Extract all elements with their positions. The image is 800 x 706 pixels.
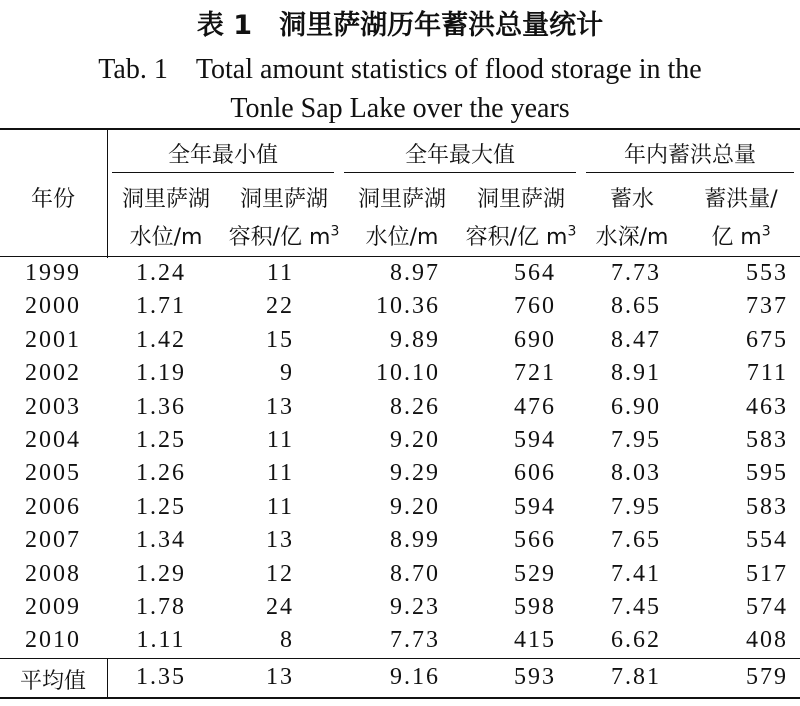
- table-title-cn: 表 1 洞里萨湖历年蓄洪总量统计: [196, 10, 604, 41]
- cell-depth: 7.95: [611, 493, 661, 520]
- cell-min-volume: 11: [266, 427, 294, 453]
- header-min-level-line1: 洞里萨湖: [121, 187, 210, 212]
- cell-min-level: 1.25: [136, 493, 186, 520]
- cell-min-volume: 22: [266, 293, 294, 320]
- cell-year: 2009: [25, 594, 81, 620]
- cell-flood-volume: 579: [746, 664, 788, 690]
- cell-min-level: 1.36: [136, 393, 186, 420]
- cell-depth: 8.47: [611, 326, 661, 353]
- cell-max-volume: 690: [514, 326, 556, 353]
- cell-flood-volume: 463: [746, 393, 788, 420]
- cell-depth: 8.91: [611, 360, 661, 387]
- cell-year: 2008: [25, 560, 81, 587]
- cell-year: 2003: [25, 393, 81, 420]
- cell-depth: 7.73: [611, 260, 661, 286]
- cell-depth: 7.41: [611, 560, 661, 587]
- table-top-rule: [0, 128, 800, 130]
- cell-max-level: 9.23: [390, 594, 440, 620]
- cell-depth: 6.62: [611, 627, 661, 654]
- cell-year: 2005: [25, 460, 81, 487]
- cell-max-volume: 593: [514, 664, 556, 690]
- cell-flood-volume: 517: [746, 560, 788, 587]
- cell-min-level: 1.11: [136, 627, 186, 654]
- header-flood-volume-line2: 亿 $m^3$: [711, 223, 771, 250]
- cell-min-level: 1.29: [136, 560, 186, 587]
- cell-max-volume: 415: [514, 627, 556, 654]
- cell-year: 2010: [25, 627, 81, 654]
- cell-max-volume: 606: [514, 460, 556, 487]
- table-title-en-line2: Tonle Sap Lake over the years: [230, 93, 570, 124]
- cell-max-level: 9.16: [390, 664, 440, 690]
- cell-min-level: 1.35: [136, 664, 186, 690]
- table-bottom-rule: [0, 697, 800, 699]
- header-depth-line1: 蓄水: [609, 187, 654, 212]
- cell-flood-volume: 737: [746, 293, 788, 320]
- cell-min-volume: 15: [266, 326, 294, 353]
- cell-year: 2001: [25, 326, 81, 353]
- cell-year: 1999: [25, 260, 81, 286]
- cell-min-volume: 24: [266, 594, 294, 620]
- cell-min-volume: 13: [266, 527, 294, 554]
- cell-max-level: 10.36: [376, 293, 440, 320]
- cell-depth: 7.45: [611, 594, 661, 620]
- cell-max-volume: 721: [514, 360, 556, 387]
- cell-depth: 7.81: [611, 664, 661, 690]
- table-title-en-line1: Tab. 1 Total amount statistics of flood storage in the: [98, 54, 702, 85]
- cell-max-volume: 529: [514, 560, 556, 587]
- header-group-max: 全年最大值: [404, 143, 515, 168]
- table-average-rule: [0, 658, 800, 659]
- cell-max-level: 7.73: [390, 627, 440, 654]
- header-depth-line2: 水深/m: [595, 225, 669, 250]
- cell-flood-volume: 583: [746, 493, 788, 520]
- cell-flood-volume: 711: [746, 360, 788, 387]
- header-min-level-line2: 水位/m: [129, 225, 203, 250]
- group-min-underline: [112, 172, 334, 173]
- cell-max-level: 8.26: [390, 393, 440, 420]
- cell-min-level: 1.42: [136, 326, 186, 353]
- cell-max-level: 9.20: [390, 427, 440, 453]
- cell-max-volume: 476: [514, 393, 556, 420]
- cell-flood-volume: 554: [746, 527, 788, 554]
- cell-year: 平均值: [19, 669, 86, 694]
- header-flood-volume-line1: 蓄洪量/: [704, 187, 778, 212]
- cell-depth: 8.03: [611, 460, 661, 487]
- cell-max-level: 9.29: [390, 460, 440, 487]
- cell-max-level: 8.97: [390, 260, 440, 286]
- cell-min-level: 1.19: [136, 360, 186, 387]
- cell-max-volume: 594: [514, 493, 556, 520]
- cell-min-volume: 11: [266, 260, 294, 286]
- header-max-volume-line2: 容积/亿 $m^3$: [465, 223, 577, 250]
- cell-max-level: 8.70: [390, 560, 440, 587]
- cell-year: 2002: [25, 360, 81, 387]
- table-header-rule: [0, 256, 800, 257]
- cell-flood-volume: 595: [746, 460, 788, 487]
- cell-max-level: 9.89: [390, 326, 440, 353]
- cell-depth: 8.65: [611, 293, 661, 320]
- cell-year: 2000: [25, 293, 81, 320]
- cell-min-volume: 13: [266, 664, 294, 690]
- cell-flood-volume: 553: [746, 260, 788, 286]
- cell-depth: 7.65: [611, 527, 661, 554]
- header-year: 年份: [30, 187, 75, 212]
- cell-min-level: 1.71: [136, 293, 186, 320]
- cell-min-level: 1.26: [136, 460, 186, 487]
- cell-min-level: 1.34: [136, 527, 186, 554]
- header-group-min: 全年最小值: [167, 143, 278, 168]
- cell-max-volume: 564: [514, 260, 556, 286]
- cell-max-level: 10.10: [376, 360, 440, 387]
- cell-year: 2004: [25, 427, 81, 453]
- cell-min-volume: 11: [266, 460, 294, 487]
- cell-max-level: 9.20: [390, 493, 440, 520]
- cell-min-level: 1.78: [136, 594, 186, 620]
- cell-min-volume: 8: [280, 627, 294, 654]
- cell-min-volume: 9: [280, 360, 294, 387]
- cell-min-volume: 12: [266, 560, 294, 587]
- group-storage-underline: [586, 172, 794, 173]
- cell-flood-volume: 408: [746, 627, 788, 654]
- group-max-underline: [344, 172, 576, 173]
- cell-min-volume: 11: [266, 493, 294, 520]
- header-min-volume-line1: 洞里萨湖: [239, 187, 328, 212]
- cell-max-level: 8.99: [390, 527, 440, 554]
- cell-max-volume: 598: [514, 594, 556, 620]
- header-max-level-line1: 洞里萨湖: [357, 187, 446, 212]
- cell-year: 2006: [25, 493, 81, 520]
- cell-depth: 7.95: [611, 427, 661, 453]
- header-max-level-line2: 水位/m: [365, 225, 439, 250]
- cell-max-volume: 760: [514, 293, 556, 320]
- cell-year: 2007: [25, 527, 81, 554]
- header-group-storage: 年内蓄洪总量: [623, 143, 756, 168]
- cell-depth: 6.90: [611, 393, 661, 420]
- cell-max-volume: 566: [514, 527, 556, 554]
- cell-flood-volume: 574: [746, 594, 788, 620]
- cell-flood-volume: 675: [746, 326, 788, 353]
- cell-max-volume: 594: [514, 427, 556, 453]
- header-max-volume-line1: 洞里萨湖: [476, 187, 565, 212]
- cell-min-level: 1.24: [136, 260, 186, 286]
- header-min-volume-line2: 容积/亿 $m^3$: [228, 223, 340, 250]
- cell-min-level: 1.25: [136, 427, 186, 453]
- cell-min-volume: 13: [266, 393, 294, 420]
- cell-flood-volume: 583: [746, 427, 788, 453]
